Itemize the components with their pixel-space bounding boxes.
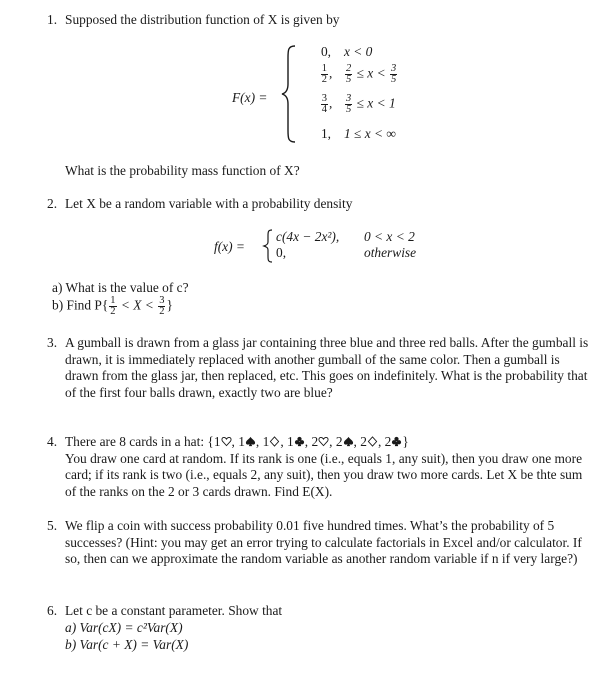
- question-4-body: You draw one card at random. If its rank is one (i.e., equals 1, any suit), then you draw one more card; if its rank is two (i.e., equals 2, any suit), then you draw two more cards. Let X be thte sum of the ranks on the 2 or 3 cards drawn. Find E(X).: [65, 450, 583, 499]
- question-6-part-a: a) Var(cX) = c²Var(X): [65, 620, 183, 635]
- question-number: 5.: [47, 518, 58, 533]
- row-value: $\frac{1}{2}$ ,: [321, 63, 333, 85]
- spade-icon: [343, 436, 354, 447]
- question-text: A gumball is drawn from a glass jar containing three blue and three red balls. After the gumball is drawn, it is immediately replaced with another gumball of the same color. Then a gumball is drawn from the glass jar, then replaced, etc. This goes on indefinitely. What is the probability that of the first four balls drawn, exactly two are blue?: [65, 335, 589, 400]
- heart-outline-icon: [318, 436, 329, 447]
- row-condition: 1 ≤ x < ∞: [344, 126, 396, 141]
- question-number: 3.: [47, 335, 58, 350]
- club-icon: [294, 436, 305, 447]
- question-6: [47, 603, 592, 620]
- row-condition: $\frac{3}{5}$ ≤ x < 1: [346, 93, 396, 115]
- club-icon: [391, 436, 402, 447]
- question-1-prompt: What is the probability mass function of X?: [65, 163, 300, 178]
- density-function-equation: [214, 229, 444, 265]
- question-2-part-a: a) What is the value of c?: [52, 280, 189, 295]
- diamond-outline-icon: [367, 436, 378, 447]
- density-condition-2: otherwise: [364, 245, 417, 260]
- question-2-part-b: b) Find P{ $\frac{1}{2}$ < X < $\frac{3}{2}$ }: [52, 295, 173, 317]
- left-brace-icon: [262, 229, 274, 263]
- question-6-part-b: b) Var(c + X) = Var(X): [65, 637, 189, 652]
- question-number: 6.: [47, 603, 58, 618]
- question-text: Let c be a constant parameter. Show that: [65, 603, 283, 618]
- row-value: 1,: [320, 126, 332, 141]
- row-value: $\frac{3}{4}$ ,: [321, 93, 333, 115]
- question-text: Supposed the distribution function of X is given by: [65, 12, 340, 27]
- spade-icon: [245, 436, 256, 447]
- density-row-1: c(4x − 2x²),: [276, 229, 340, 244]
- question-text: We flip a coin with success probability 0.01 five hundred times. What’s the probability of 5 successes? (Hint: you may get an error trying to calculate factorials in Excel and/or calculator. If so, then can we approximate the random variable as another random variable if n if very large?): [65, 518, 582, 567]
- question-4: [47, 434, 592, 500]
- row-value: 0,: [320, 44, 332, 59]
- question-text: Let X be a random variable with a probability density: [65, 196, 353, 211]
- question-number: 1.: [47, 12, 58, 27]
- density-condition-1: 0 < x < 2: [364, 229, 415, 244]
- question-1: [47, 12, 592, 29]
- row-condition: $\frac{2}{5}$ ≤ x < $\frac{3}{5}$: [346, 63, 397, 85]
- left-brace-icon: [280, 44, 298, 144]
- question-2: [47, 196, 592, 213]
- equation-lhs: F(x) =: [232, 90, 268, 105]
- row-condition: x < 0: [344, 44, 373, 59]
- question-text: [65, 434, 592, 500]
- question-number: 4.: [47, 434, 58, 449]
- card-list-line: There are 8 cards in a hat: {1 , 1 , 1 , 1 , 2 , 2 , 2 , 2 }: [65, 434, 409, 449]
- question-number: 2.: [47, 196, 58, 211]
- question-3: [47, 335, 592, 401]
- question-5: [47, 518, 592, 568]
- diamond-outline-icon: [269, 436, 280, 447]
- heart-outline-icon: [221, 436, 232, 447]
- density-row-2: 0,: [276, 245, 287, 260]
- equation-lhs: f(x) =: [214, 239, 245, 254]
